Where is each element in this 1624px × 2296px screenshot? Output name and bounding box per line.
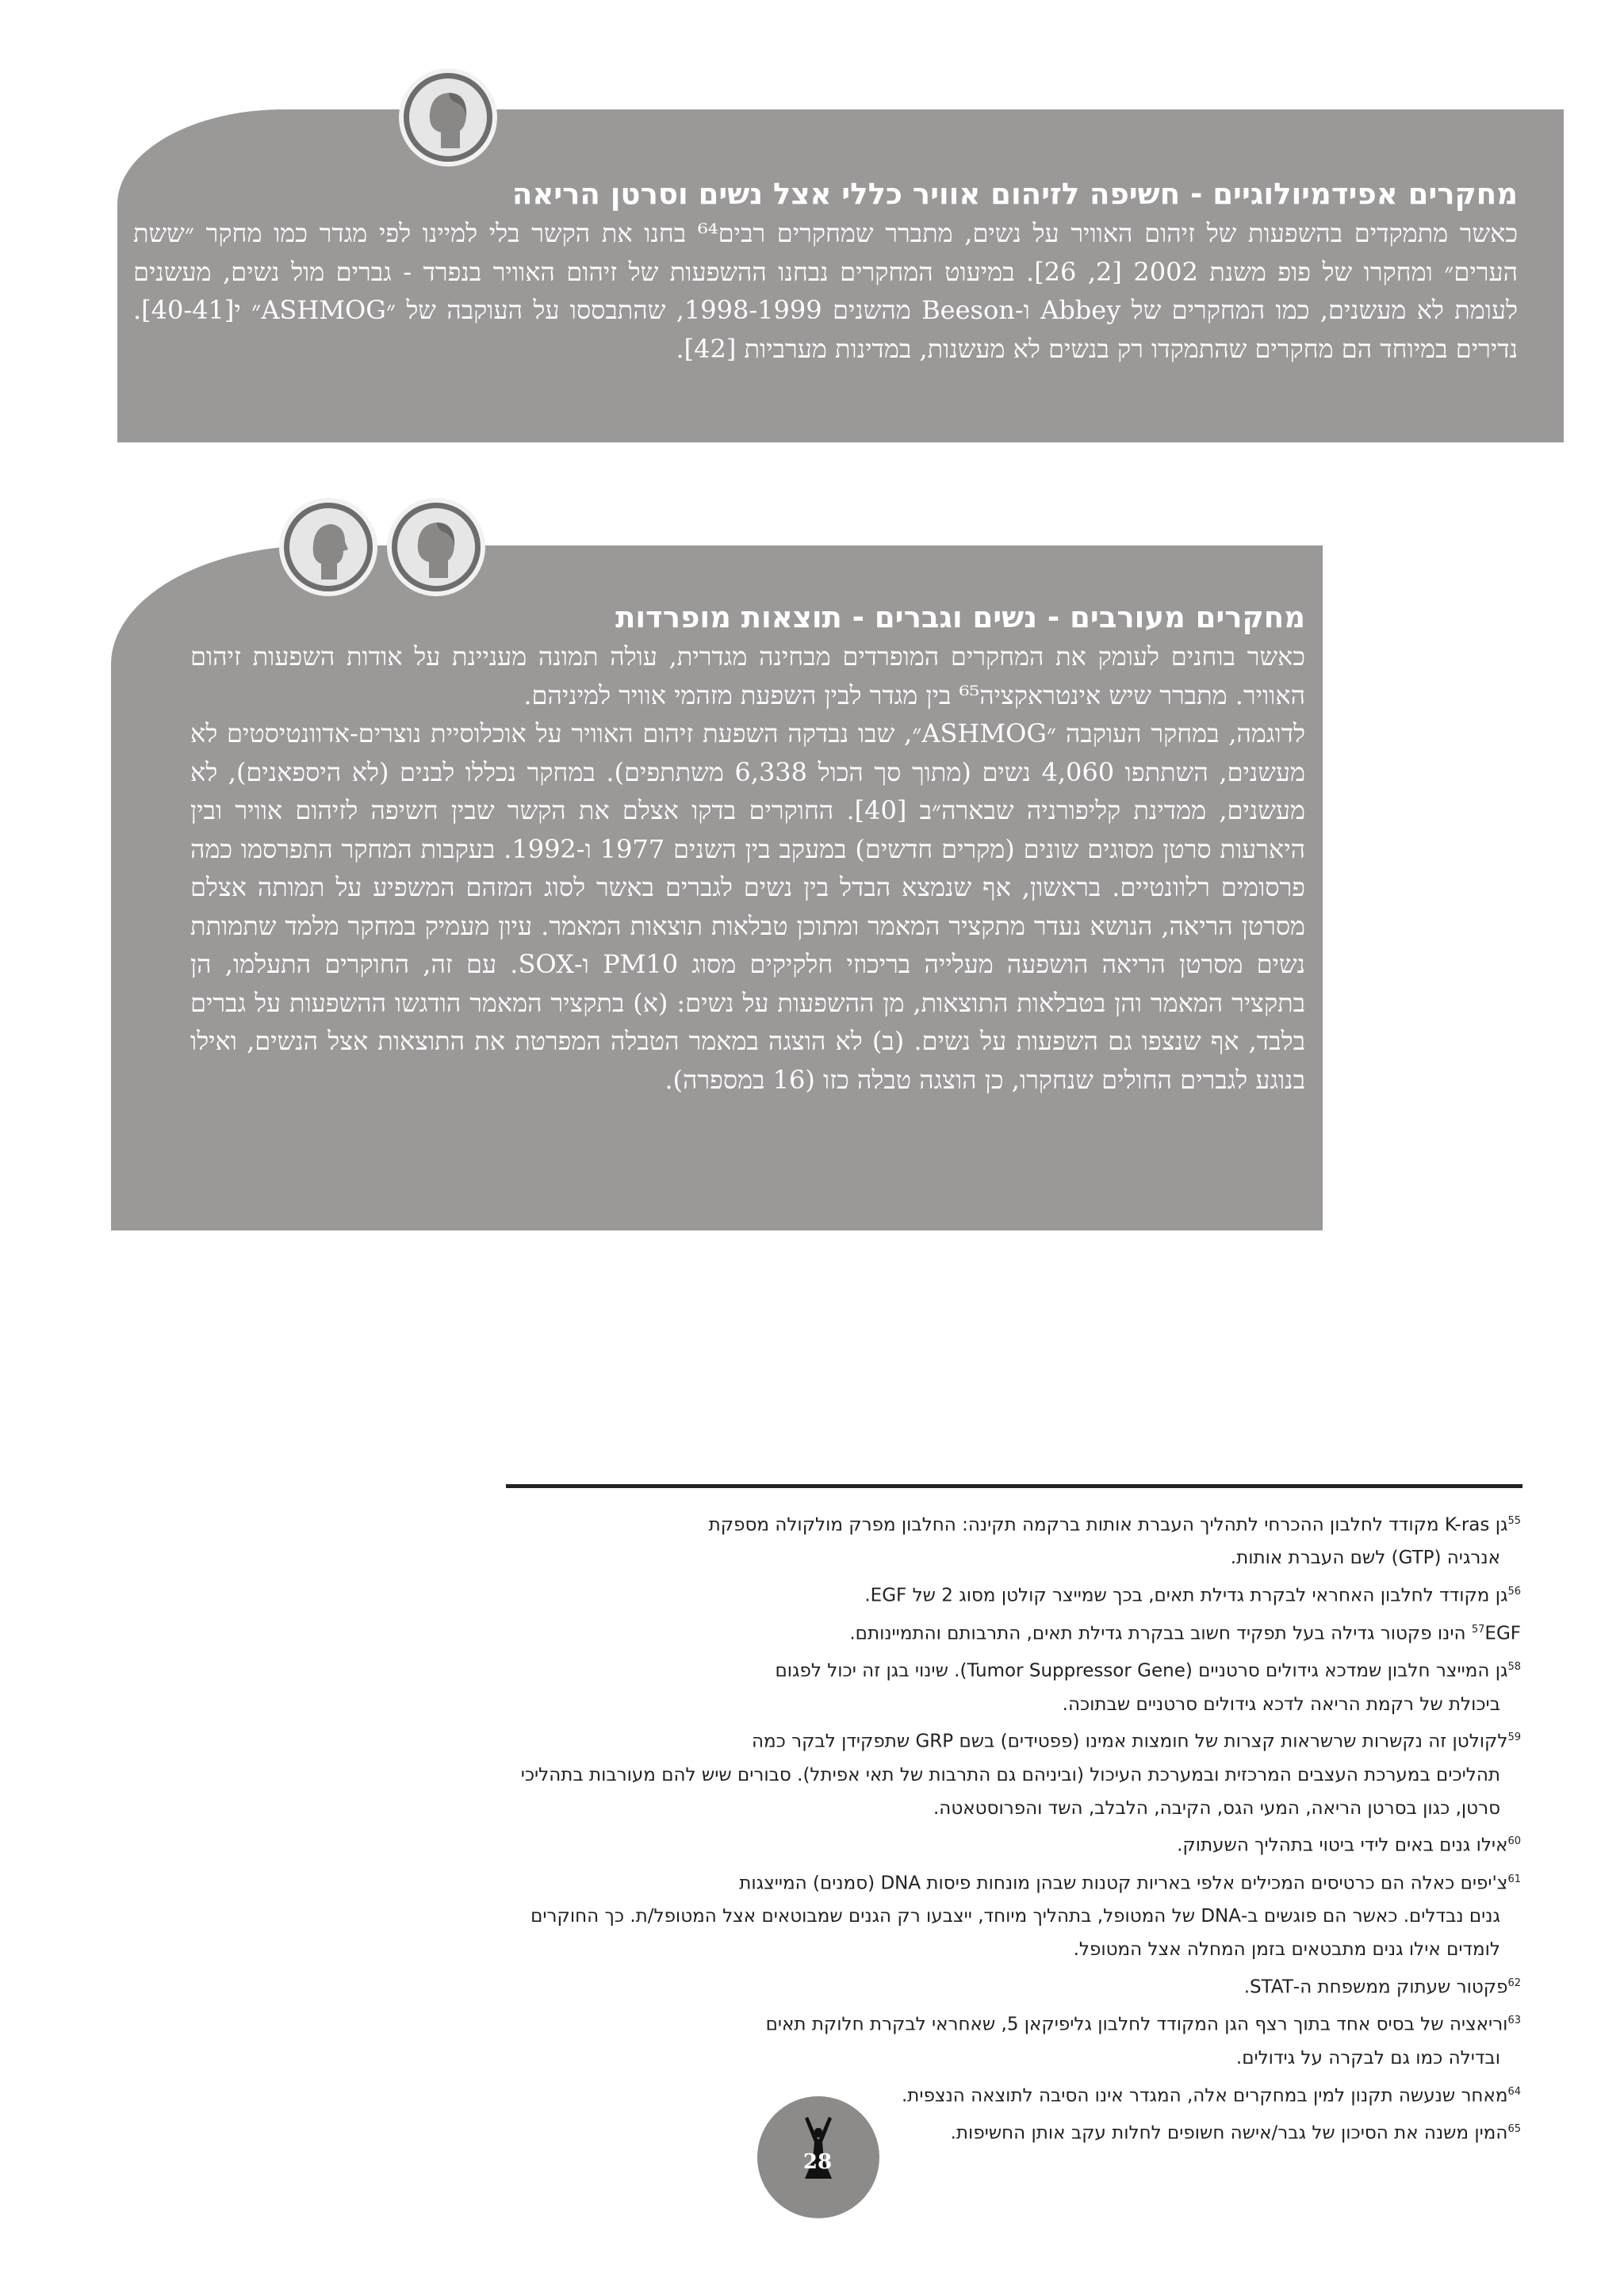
section-paragraph: כאשר בוחנים לעומק את המחקרים המופרדים מבחינה מגדרית, עולה תמונה מעניינת על אודות השפעות זיהום האוויר. מתברר שיש אינטראקציה⁶⁵ בין מגדר לבין השפעת מזהמי אוויר למיניהם.	[190, 641, 1305, 710]
footnote-number: 61	[1507, 1873, 1521, 1885]
footnote-item	[490, 1721, 1521, 1825]
footnote-text: EGF הינו פקטור גדילה בעל תפקיד חשוב בבקרת גדילת תאים, התרבותם והתמיינותם.	[849, 1623, 1521, 1644]
section-paragraph: לדוגמה, במחקר העוקבה ״ASHMOG״, שבו נבדקה השפעת זיהום האוויר על אוכלוסיית נוצרים-אדוונטיסטים לא מעשנים, השתתפו 4,060 נשים (מתוך סך הכול 6,338 משתתפים). במחקר נכללו לבנים (לא היספאנים), לא מעשנים, ממדינת קליפורניה שבארה״ב [40]. החוקרים בדקו אצלם את הקשר שבין חשיפה לזיהום אוויר ובין היארעות סרטן מסוגים שונים (מקרים חדשים) במעקב בין השנים 1977 ו-1992. בעקבות המחקר התפרסמו כמה פרסומים רלוונטיים. בראשון, אף שנמצא הבדל בין נשים לגברים באשר לסוג המזהם המשפיע על תמותה אצלם מסרטן הריאה, הנושא נעדר מתקציר המאמר ומתוכן טבלאות תוצאות המאמר. עיון מעמיק במחקר מלמד שתמותת נשים מסרטן הריאה הושפעה מעלייה בריכוזי חלקיקים מסוג PM10 ו-SOX. עם זה, החוקרים התעלמו, הן בתקציר המאמר והן בטבלאות התוצאות, מן ההשפעות על נשים: (א) בתקציר המאמר הודגשו ההשפעות על גברים בלבד, אף שנצפו גם השפעות על נשים. (ב) לא הוצגה במאמר הטבלה המפרטת את התוצאות אצל הנשים, ואילו בנוגע לגברים החולים שנחקרו, כן הוצגה טבלה כזו (16 במספרה).	[190, 718, 1306, 1095]
woman-profile-icon	[399, 68, 497, 166]
footnote-item	[490, 2004, 1521, 2075]
footnote-item	[490, 1967, 1521, 2004]
footnote-item	[490, 1613, 1521, 1651]
footnote-continuation: גנים נבדלים. כאשר הם פוגשים ב-DNA של המטופל, בתהליך מיוחד, ייצבעו רק הגנים שמבוטאים אצל המטופל/ת. כך החוקרים לומדים אילו גנים מתבטאים בזמן המחלה אצל המטופל.	[530, 1906, 1500, 1961]
footnote-item	[490, 1505, 1521, 1575]
footnote-number: 55	[1507, 1515, 1521, 1527]
footnote-text: לקולטן זה נקשרות שרשראות קצרות של חומצות אמינו (פפטידים) בשם GRP שתפקידן לבקר כמה	[751, 1732, 1508, 1753]
footnote-item	[490, 1863, 1521, 1967]
footnote-number: 64	[1507, 2085, 1521, 2098]
footnotes	[490, 1505, 1521, 2151]
footnote-item	[490, 1575, 1521, 1613]
footnote-number: 59	[1507, 1732, 1521, 1744]
footnote-text: אילו גנים באים לידי ביטוי בתהליך השעתוק.	[1177, 1835, 1508, 1857]
footnote-continuation: אנרגיה (GTP) לשם העברת אותות.	[1230, 1548, 1500, 1569]
footnote-number: 63	[1507, 2015, 1521, 2027]
section-heading: מחקרים מעורבים - נשים וגברים - תוצאות מופרדות	[615, 600, 1305, 634]
section-paragraph: כאשר מתמקדים בהשפעות של זיהום האוויר על נשים, מתברר שמחקרים רבים⁶⁴ בחנו את הקשר בלי למיינו לפי מגדר כמו מחקר ״ששת הערים״ ומחקרו של פופ משנת 2002 [2, 26]. במיעוט המחקרים נבחנו ההשפעות של זיהום האוויר בנפרד - גברים מול נשים, מעשנים לעומת לא מעשנים, כמו המחקרים של Abbey ו-Beeson מהשנים 1998-1999, שהתבססו על העוקבה של ״ASHMOG״ י[40-41]. נדירים במיוחד הם מחקרים שהתמקדו רק בנשים לא מעשנות, במדינות מערביות [42].	[133, 218, 1519, 364]
page-number: 28	[802, 2150, 833, 2174]
footnote-item	[490, 2113, 1521, 2150]
footnote-number: 56	[1507, 1586, 1521, 1598]
footnote-number: 62	[1507, 1976, 1521, 1989]
footnote-continuation: ביכולת של רקמת הריאה לדכא גידולים סרטניים שבתוכה.	[1062, 1693, 1500, 1715]
footnote-text: גן המייצר חלבון שמדכא גידולים סרטניים (Tumor Suppressor Gene). שינוי בגן זה יכול לפגום	[775, 1660, 1508, 1682]
footnote-number: 65	[1507, 2123, 1521, 2136]
footnote-text: מאחר שנעשה תקנון למין במחקרים אלה, המגדר אינו הסיבה לתוצאה הנצפית.	[902, 2085, 1508, 2107]
footnote-item	[490, 1825, 1521, 1862]
footnote-number: 57	[1471, 1623, 1485, 1636]
footnote-text: צ'יפים כאלה הם כרטיסים המכילים אלפי באריות קטנות שבהן מונחות פיסות DNA (סמנים) המייצגות	[739, 1873, 1508, 1894]
footnote-text: פקטור שעתוק ממשפחת ה-STAT.	[1243, 1976, 1508, 1998]
footnote-text: וריאציה של בסיס אחד בתוך רצף הגן המקודד לחלבון גליפיקאן 5, שאחראי לבקרת חלוקת תאים	[765, 2015, 1508, 2036]
footnote-number: 58	[1507, 1661, 1521, 1674]
footnote-divider	[506, 1484, 1522, 1488]
footnote-item	[490, 1651, 1521, 1721]
section-panel-1	[117, 109, 1564, 442]
footnote-text: המין משנה את הסיכון של גבר/אישה חשופים לחלות עקב אותן החשיפות.	[950, 2122, 1508, 2144]
woman-profile-icon	[387, 498, 485, 596]
footnote-item	[490, 2076, 1521, 2113]
man-profile-icon	[279, 498, 377, 596]
footnote-text: גן K-ras מקודד לחלבון ההכרחי לתהליך העברת אותות ברקמה תקינה: החלבון מפרק מולקולה מספקת	[708, 1514, 1508, 1536]
footnote-continuation: ובדילה כמו גם לבקרה על גידולים.	[1235, 2047, 1500, 2068]
footnote-text: גן מקודד לחלבון האחראי לבקרת גדילת תאים, בכך שמייצר קולטן מסוג 2 של EGF.	[864, 1585, 1508, 1606]
footnote-continuation: תהליכים במערכת העצבים המרכזית ובמערכת העיכול (וביניהם גם התרבות של תאי אפיתל). סבורים שיש להם מעורבות בתהליכי סרטן, כגון בסרטן הריאה, המעי הגס, הקיבה, הלבלב, השד והפרוסטאטה.	[520, 1764, 1500, 1819]
section-heading: מחקרים אפידמיולוגיים - חשיפה לזיהום אוויר כללי אצל נשים וסרטן הריאה	[511, 177, 1518, 211]
section-panel-2	[111, 545, 1323, 1230]
footnote-number: 60	[1507, 1835, 1521, 1848]
